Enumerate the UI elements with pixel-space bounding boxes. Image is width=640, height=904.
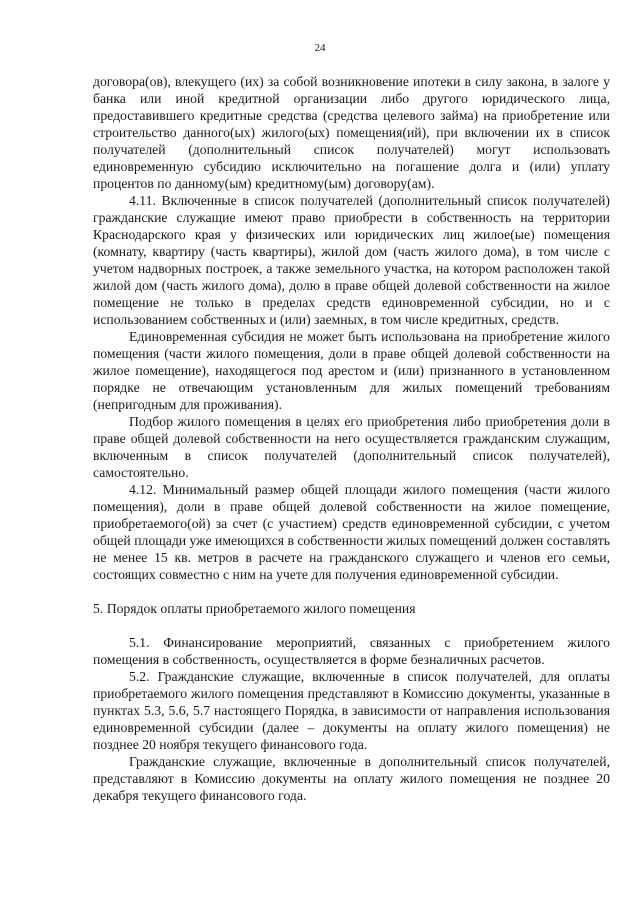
paragraph-5-1: 5.1. Финансирование мероприятий, связанных с приобретением жилого помещения в собственность, осуществляется в форме безналичных расчетов. bbox=[93, 635, 610, 667]
paragraph-additional-list: Гражданские служащие, включенные в дополнительный список получателей, представляют в Комиссию документы на оплату жилого помещения не позднее 20 декабря текущего финансового года. bbox=[93, 754, 610, 803]
page-number: 24 bbox=[314, 42, 326, 54]
paragraph-subsidy-restriction: Единовременная субсидия не может быть использована на приобретение жилого помещения (части жилого помещения, доли в праве общей долевой собственности на жилое помещение), находящегося под арестом и (или) признанного в установленном порядке не отвечающим установленным для жилых помещений требованиям (непригодным для проживания). bbox=[93, 329, 610, 412]
paragraph-housing-selection: Подбор жилого помещения в целях его приобретения либо приобретения доли в праве общей долевой собственности на него осуществляется гражданским служащим, включенным в список получателей (дополнительный список получателей), самостоятельно. bbox=[93, 414, 610, 480]
paragraph-continuation: договора(ов), влекущего (их) за собой возникновение ипотеки в силу закона, в залоге у банка или иной кредитной организации либо другого юридического лица, предоставившего кредитные средства (средства целевого займа) на приобретение или строительство данного(ых) жилого(ых) помещения(ий), при включении их в список получателей (дополнительный список получателей) могут использовать единовременную субсидию исключительно на погашение долга и (или) уплату процентов по данному(ым) кредитному(ым) договору(ам). bbox=[93, 74, 610, 191]
document-body bbox=[93, 73, 610, 804]
paragraph-4-11: 4.11. Включенные в список получателей (дополнительный список получателей) гражданские служащие имеют право приобрести в собственность на территории Краснодарского края у физических или юридических лиц жилое(ые) помещения (комнату, квартиру (часть квартиры), жилой дом (часть жилого дома), в том числе с учетом надворных построек, а также земельного участка, на котором расположен такой жилой дом (часть жилого дома), долю в праве общей долевой собственности на жилое помещение не только в пределах средств единовременной субсидии, но и с использованием собственных и (или) заемных, в том числе кредитных, средств. bbox=[93, 193, 610, 327]
paragraph-4-12: 4.12. Минимальный размер общей площади жилого помещения (части жилого помещения), доли в праве общей долевой собственности на жилое помещение, приобретаемого(ой) за счет (с участием) средств единовременной субсидии, с учетом общей площади уже имеющихся в собственности жилых помещений должен составлять не менее 15 кв. метров в расчете на гражданского служащего и членов его семьи, состоящих совместно с ним на учете для получения единовременной субсидии. bbox=[93, 482, 610, 582]
paragraph-5-2: 5.2. Гражданские служащие, включенные в список получателей, для оплаты приобретаемого жилого помещения представляют в Комиссию документы, указанные в пунктах 5.3, 5.6, 5.7 настоящего Порядка, в зависимости от направления использования единовременной субсидии (далее – документы на оплату жилого помещения) не позднее 20 ноября текущего финансового года. bbox=[93, 669, 610, 752]
section-heading-5: 5. Порядок оплаты приобретаемого жилого помещения bbox=[93, 601, 416, 616]
